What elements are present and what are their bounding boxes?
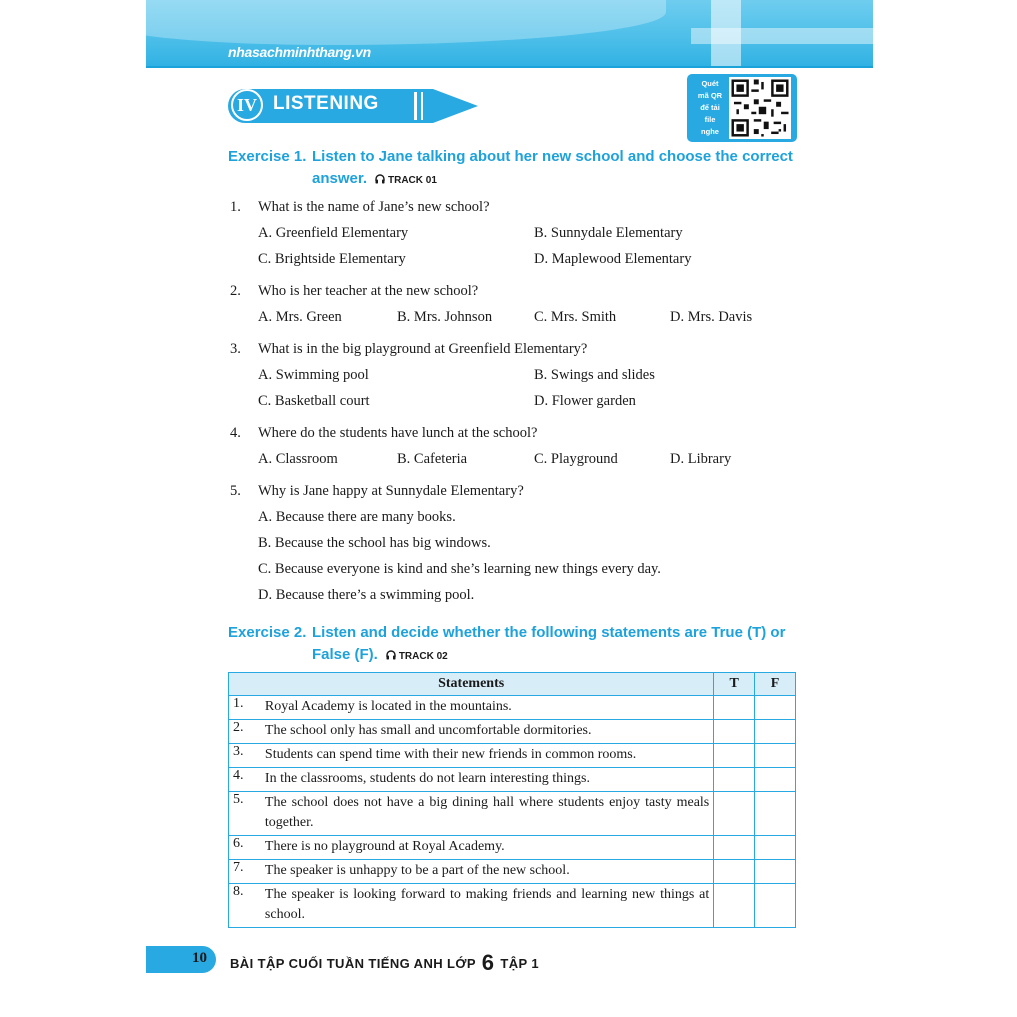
- exercise-instruction-text: Listen to Jane talking about her new school and choose the correct answer.: [312, 148, 793, 187]
- table-row: [229, 744, 796, 768]
- false-cell[interactable]: [755, 720, 796, 744]
- answer-option[interactable]: A. Classroom: [258, 451, 338, 467]
- row-number: 4.: [229, 768, 263, 792]
- answer-option[interactable]: B. Because the school has big windows.: [258, 535, 491, 551]
- statement-text: The school only has small and uncomfortable dormitories.: [263, 720, 714, 744]
- true-cell[interactable]: [714, 860, 755, 884]
- exercise-label: Exercise 1.: [228, 148, 307, 165]
- track-label[interactable]: [375, 175, 437, 186]
- true-cell[interactable]: [714, 720, 755, 744]
- site-url[interactable]: nhasachminhthang.vn: [228, 44, 371, 60]
- answer-option[interactable]: C. Mrs. Smith: [534, 309, 617, 325]
- column-header-true: T: [714, 673, 755, 696]
- table-row: [229, 768, 796, 792]
- false-cell[interactable]: [755, 696, 796, 720]
- statement-text: The speaker is unhappy to be a part of the new school.: [263, 860, 714, 884]
- false-cell[interactable]: [755, 884, 796, 928]
- statement-text: Royal Academy is located in the mountains.: [263, 696, 714, 720]
- book-grade: 6: [481, 950, 495, 975]
- answer-option[interactable]: D. Maplewood Elementary: [534, 251, 692, 267]
- table-row: [229, 836, 796, 860]
- question-number: 5.: [230, 483, 241, 499]
- exercise-instruction: [312, 622, 802, 668]
- false-cell[interactable]: [755, 744, 796, 768]
- question-text: What is in the big playground at Greenfield Elementary?: [258, 341, 588, 357]
- statement-text: The school does not have a big dining hall where students enjoy tasty meals together.: [263, 792, 714, 836]
- qr-caption-line: mã QR: [697, 91, 723, 100]
- question-number: 2.: [230, 283, 241, 299]
- band-line: [146, 66, 873, 68]
- exercise-instruction-text: Listen and decide whether the following statements are True (T) or False (F).: [312, 624, 786, 663]
- header-band: [146, 0, 873, 68]
- answer-option[interactable]: D. Mrs. Davis: [670, 309, 753, 325]
- row-number: 5.: [229, 792, 263, 836]
- exercise-label: Exercise 2.: [228, 624, 307, 641]
- statement-text: There is no playground at Royal Academy.: [263, 836, 714, 860]
- true-cell[interactable]: [714, 884, 755, 928]
- exercise-instruction: [312, 146, 802, 192]
- row-number: 1.: [229, 696, 263, 720]
- statements-table: [228, 672, 796, 928]
- section-banner: [228, 86, 488, 126]
- question-text: Why is Jane happy at Sunnydale Elementary?: [258, 483, 524, 499]
- true-cell[interactable]: [714, 696, 755, 720]
- row-number: 7.: [229, 860, 263, 884]
- answer-option[interactable]: D. Library: [670, 451, 732, 467]
- book-title: [230, 950, 539, 976]
- headphones-icon: [375, 174, 385, 184]
- table-header-row: [229, 673, 796, 696]
- table-row: [229, 696, 796, 720]
- question-number: 4.: [230, 425, 241, 441]
- answer-option[interactable]: B. Mrs. Johnson: [397, 309, 493, 325]
- false-cell[interactable]: [755, 768, 796, 792]
- qr-caption-line: nghe: [701, 127, 719, 136]
- answer-option[interactable]: C. Playground: [534, 451, 618, 467]
- answer-option[interactable]: A. Because there are many books.: [258, 509, 456, 525]
- headphones-icon: [386, 650, 396, 660]
- table-row: [229, 884, 796, 928]
- answer-option[interactable]: C. Basketball court: [258, 393, 370, 409]
- section-title: LISTENING: [273, 93, 379, 114]
- table-row: [229, 792, 796, 836]
- page-number-pill: [146, 946, 216, 973]
- answer-option[interactable]: D. Flower garden: [534, 393, 636, 409]
- column-header-false: F: [755, 673, 796, 696]
- answer-option[interactable]: B. Cafeteria: [397, 451, 468, 467]
- answer-option[interactable]: D. Because there’s a swimming pool.: [258, 587, 475, 603]
- question-number: 1.: [230, 199, 241, 215]
- true-cell[interactable]: [714, 792, 755, 836]
- exercise-1-heading: [228, 146, 808, 190]
- row-number: 6.: [229, 836, 263, 860]
- qr-caption: [692, 78, 728, 138]
- qr-caption-line: Quét: [701, 79, 719, 88]
- answer-option[interactable]: A. Greenfield Elementary: [258, 225, 409, 241]
- book-title-main: BÀI TẬP CUỐI TUẦN TIẾNG ANH LỚP: [230, 956, 476, 971]
- qr-panel[interactable]: [687, 74, 797, 142]
- track-text: TRACK 01: [388, 175, 437, 186]
- band-wave: [146, 0, 666, 45]
- book-volume: TẬP 1: [500, 956, 539, 971]
- column-header-statements: Statements: [229, 673, 714, 696]
- row-number: 2.: [229, 720, 263, 744]
- row-number: 3.: [229, 744, 263, 768]
- answer-option[interactable]: C. Brightside Elementary: [258, 251, 406, 267]
- false-cell[interactable]: [755, 792, 796, 836]
- false-cell[interactable]: [755, 836, 796, 860]
- page-number: 10: [192, 950, 207, 966]
- answer-option[interactable]: A. Mrs. Green: [258, 309, 342, 325]
- exercise-2-heading: [228, 622, 808, 666]
- statement-text: The speaker is looking forward to making friends and learning new things at school.: [263, 884, 714, 928]
- table-row: [229, 860, 796, 884]
- answer-option[interactable]: C. Because everyone is kind and she’s learning new things every day.: [258, 561, 661, 577]
- qr-caption-line: file: [704, 115, 716, 124]
- table-row: [229, 720, 796, 744]
- true-cell[interactable]: [714, 744, 755, 768]
- question-text: What is the name of Jane’s new school?: [258, 199, 490, 215]
- true-cell[interactable]: [714, 768, 755, 792]
- row-number: 8.: [229, 884, 263, 928]
- question-text: Who is her teacher at the new school?: [258, 283, 479, 299]
- question-text: Where do the students have lunch at the school?: [258, 425, 538, 441]
- page: [146, 0, 873, 1017]
- track-text: TRACK 02: [398, 651, 448, 662]
- false-cell[interactable]: [755, 860, 796, 884]
- statement-text: Students can spend time with their new friends in common rooms.: [263, 744, 714, 768]
- answer-option[interactable]: B. Sunnydale Elementary: [534, 225, 683, 241]
- qr-caption-line: để tải: [700, 103, 720, 112]
- answer-option[interactable]: A. Swimming pool: [258, 367, 369, 383]
- band-cross-bar: [691, 28, 873, 44]
- answer-option[interactable]: B. Swings and slides: [534, 367, 655, 383]
- section-number: IV: [231, 89, 263, 121]
- true-cell[interactable]: [714, 836, 755, 860]
- track-label[interactable]: [386, 651, 448, 662]
- question-number: 3.: [230, 341, 241, 357]
- statement-text: In the classrooms, students do not learn interesting things.: [263, 768, 714, 792]
- qr-code-icon[interactable]: [729, 77, 791, 139]
